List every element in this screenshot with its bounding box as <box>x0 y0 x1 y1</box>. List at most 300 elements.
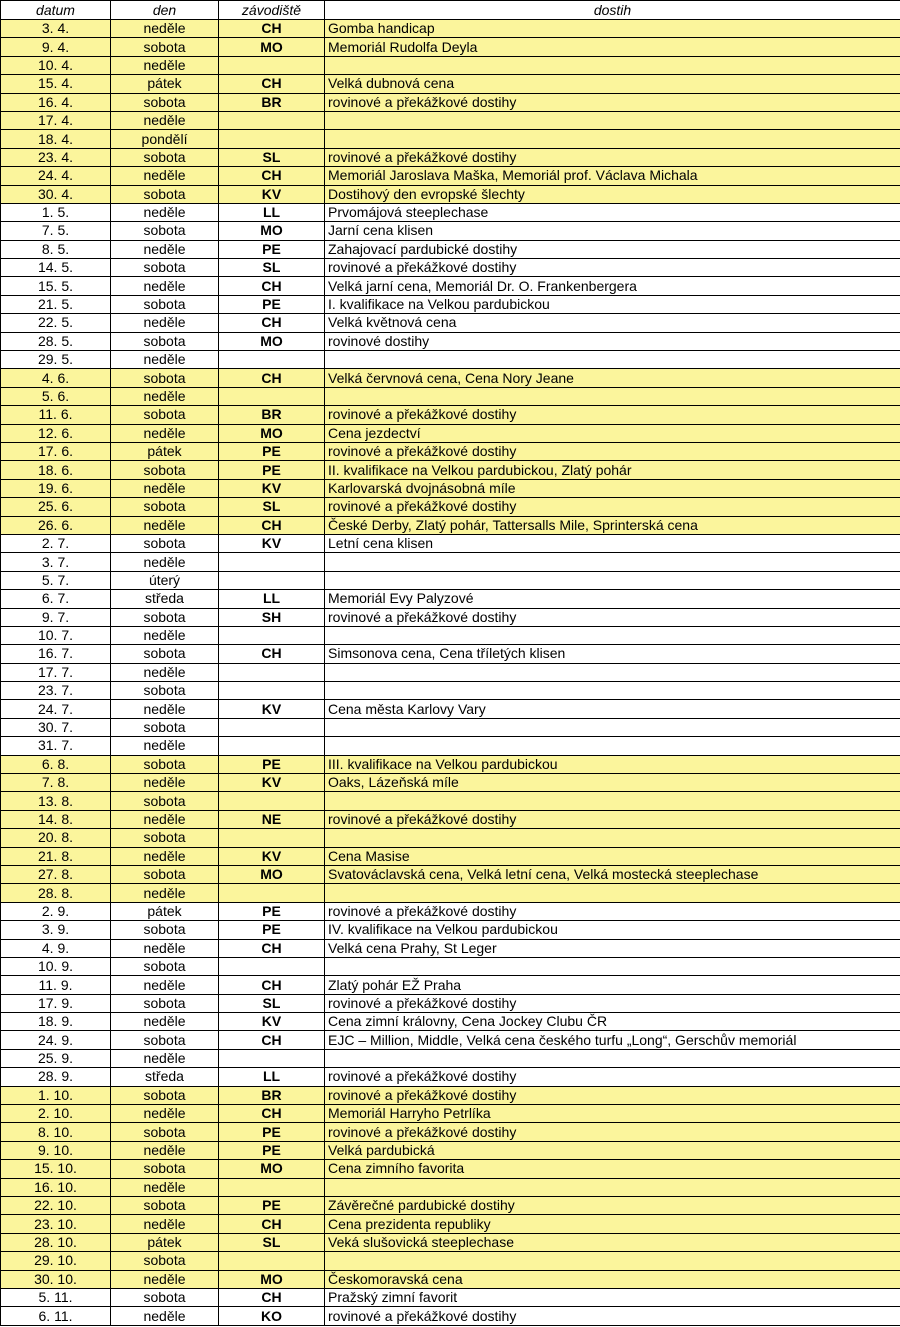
zavodiste-cell <box>219 351 325 369</box>
den-cell: sobota <box>111 1160 219 1178</box>
den-cell: sobota <box>111 38 219 56</box>
table-row <box>1 148 900 166</box>
zavodiste-cell <box>219 387 325 405</box>
table-row <box>1 994 900 1012</box>
table-row <box>1 902 900 920</box>
zavodiste-cell: PE <box>219 1123 325 1141</box>
den-cell: sobota <box>111 295 219 313</box>
datum-cell: 21. 8. <box>1 847 111 865</box>
zavodiste-cell: BR <box>219 406 325 424</box>
den-cell: pátek <box>111 902 219 920</box>
den-cell: sobota <box>111 498 219 516</box>
table-body <box>1 20 900 1326</box>
den-cell: neděle <box>111 810 219 828</box>
table-row <box>1 240 900 258</box>
datum-cell: 9. 10. <box>1 1141 111 1159</box>
datum-cell: 25. 9. <box>1 1049 111 1067</box>
table-row <box>1 626 900 644</box>
table-row <box>1 369 900 387</box>
den-cell: neděle <box>111 56 219 74</box>
zavodiste-cell: KO <box>219 1307 325 1325</box>
table-row <box>1 1086 900 1104</box>
dostih-cell: Velká květnová cena <box>325 314 900 332</box>
table-row <box>1 1233 900 1251</box>
zavodiste-cell: PE <box>219 295 325 313</box>
dostih-cell <box>325 571 900 589</box>
zavodiste-cell: MO <box>219 38 325 56</box>
dostih-cell <box>325 829 900 847</box>
zavodiste-cell: CH <box>219 314 325 332</box>
zavodiste-cell <box>219 626 325 644</box>
datum-cell: 23. 7. <box>1 682 111 700</box>
table-row <box>1 167 900 185</box>
den-cell: pátek <box>111 442 219 460</box>
datum-cell: 28. 5. <box>1 332 111 350</box>
den-cell: sobota <box>111 1123 219 1141</box>
dostih-cell: Gomba handicap <box>325 20 900 38</box>
dostih-cell: rovinové a překážkové dostihy <box>325 1307 900 1325</box>
dostih-cell: I. kvalifikace na Velkou pardubickou <box>325 295 900 313</box>
zavodiste-cell <box>219 111 325 129</box>
dostih-cell: rovinové a překážkové dostihy <box>325 608 900 626</box>
zavodiste-cell: BR <box>219 1086 325 1104</box>
dostih-cell: Velká dubnová cena <box>325 75 900 93</box>
table-row <box>1 75 900 93</box>
dostih-cell: Simsonova cena, Cena tříletých klisen <box>325 645 900 663</box>
table-row <box>1 1270 900 1288</box>
table-row <box>1 1049 900 1067</box>
table-row <box>1 774 900 792</box>
den-cell: sobota <box>111 755 219 773</box>
table-row <box>1 1288 900 1306</box>
zavodiste-cell: PE <box>219 755 325 773</box>
datum-cell: 15. 10. <box>1 1160 111 1178</box>
den-cell: sobota <box>111 608 219 626</box>
datum-cell: 5. 11. <box>1 1288 111 1306</box>
table-row <box>1 38 900 56</box>
header-row <box>1 1 900 20</box>
datum-cell: 11. 6. <box>1 406 111 424</box>
table-row <box>1 93 900 111</box>
table-row <box>1 1160 900 1178</box>
datum-cell: 3. 9. <box>1 921 111 939</box>
zavodiste-cell <box>219 829 325 847</box>
table-row <box>1 755 900 773</box>
table-row <box>1 1105 900 1123</box>
zavodiste-cell: KV <box>219 185 325 203</box>
dostih-cell <box>325 553 900 571</box>
datum-cell: 16. 10. <box>1 1178 111 1196</box>
zavodiste-cell: SL <box>219 1233 325 1251</box>
dostih-cell: rovinové a překážkové dostihy <box>325 442 900 460</box>
zavodiste-cell: LL <box>219 1068 325 1086</box>
table-row <box>1 20 900 38</box>
dostih-cell <box>325 737 900 755</box>
datum-cell: 9. 7. <box>1 608 111 626</box>
table-row <box>1 700 900 718</box>
header-den: den <box>111 1 219 20</box>
zavodiste-cell: CH <box>219 75 325 93</box>
den-cell: neděle <box>111 1178 219 1196</box>
zavodiste-cell: CH <box>219 1105 325 1123</box>
den-cell: neděle <box>111 351 219 369</box>
table-row <box>1 957 900 975</box>
zavodiste-cell: SL <box>219 148 325 166</box>
den-cell: neděle <box>111 167 219 185</box>
dostih-cell: rovinové a překážkové dostihy <box>325 1086 900 1104</box>
dostih-cell: Karlovarská dvojnásobná míle <box>325 479 900 497</box>
datum-cell: 28. 8. <box>1 884 111 902</box>
datum-cell: 20. 8. <box>1 829 111 847</box>
header-zavodiste: závodiště <box>219 1 325 20</box>
zavodiste-cell <box>219 1252 325 1270</box>
dostih-cell: IV. kvalifikace na Velkou pardubickou <box>325 921 900 939</box>
den-cell: sobota <box>111 1252 219 1270</box>
datum-cell: 6. 8. <box>1 755 111 773</box>
table-row <box>1 865 900 883</box>
table-row <box>1 737 900 755</box>
dostih-cell <box>325 387 900 405</box>
dostih-cell: Memoriál Rudolfa Deyla <box>325 38 900 56</box>
datum-cell: 5. 6. <box>1 387 111 405</box>
datum-cell: 16. 7. <box>1 645 111 663</box>
zavodiste-cell <box>219 718 325 736</box>
zavodiste-cell: KV <box>219 1013 325 1031</box>
datum-cell: 13. 8. <box>1 792 111 810</box>
dostih-cell <box>325 1049 900 1067</box>
zavodiste-cell: PE <box>219 461 325 479</box>
zavodiste-cell: CH <box>219 1031 325 1049</box>
zavodiste-cell: CH <box>219 369 325 387</box>
zavodiste-cell <box>219 737 325 755</box>
zavodiste-cell: CH <box>219 20 325 38</box>
zavodiste-cell: MO <box>219 424 325 442</box>
dostih-cell: rovinové a překážkové dostihy <box>325 406 900 424</box>
datum-cell: 10. 9. <box>1 957 111 975</box>
den-cell: neděle <box>111 1105 219 1123</box>
table-row <box>1 608 900 626</box>
datum-cell: 1. 5. <box>1 203 111 221</box>
dostih-cell: Cena zimní královny, Cena Jockey Clubu ČR <box>325 1013 900 1031</box>
table-row <box>1 884 900 902</box>
dostih-cell <box>325 626 900 644</box>
zavodiste-cell <box>219 792 325 810</box>
den-cell: sobota <box>111 93 219 111</box>
table-row <box>1 553 900 571</box>
den-cell: sobota <box>111 259 219 277</box>
den-cell: sobota <box>111 792 219 810</box>
den-cell: neděle <box>111 277 219 295</box>
datum-cell: 22. 10. <box>1 1197 111 1215</box>
den-cell: sobota <box>111 865 219 883</box>
datum-cell: 17. 4. <box>1 111 111 129</box>
dostih-cell <box>325 130 900 148</box>
zavodiste-cell: CH <box>219 645 325 663</box>
den-cell: neděle <box>111 1013 219 1031</box>
zavodiste-cell: MO <box>219 865 325 883</box>
table-row <box>1 976 900 994</box>
table-row <box>1 1178 900 1196</box>
datum-cell: 30. 10. <box>1 1270 111 1288</box>
table-row <box>1 185 900 203</box>
dostih-cell: Velká pardubická <box>325 1141 900 1159</box>
datum-cell: 6. 7. <box>1 590 111 608</box>
table-row <box>1 939 900 957</box>
table-row <box>1 351 900 369</box>
den-cell: neděle <box>111 479 219 497</box>
dostih-cell: Cena zimního favorita <box>325 1160 900 1178</box>
zavodiste-cell: SH <box>219 608 325 626</box>
table-row <box>1 1068 900 1086</box>
datum-cell: 8. 10. <box>1 1123 111 1141</box>
table-row <box>1 442 900 460</box>
dostih-cell: Cena jezdectví <box>325 424 900 442</box>
datum-cell: 14. 5. <box>1 259 111 277</box>
den-cell: úterý <box>111 571 219 589</box>
dostih-cell <box>325 718 900 736</box>
table-row <box>1 810 900 828</box>
datum-cell: 28. 9. <box>1 1068 111 1086</box>
den-cell: neděle <box>111 976 219 994</box>
datum-cell: 5. 7. <box>1 571 111 589</box>
den-cell: sobota <box>111 222 219 240</box>
table-row <box>1 590 900 608</box>
zavodiste-cell <box>219 663 325 681</box>
zavodiste-cell: CH <box>219 516 325 534</box>
zavodiste-cell: KV <box>219 847 325 865</box>
zavodiste-cell: PE <box>219 1197 325 1215</box>
den-cell: neděle <box>111 314 219 332</box>
table-row <box>1 1307 900 1325</box>
den-cell: sobota <box>111 829 219 847</box>
table-row <box>1 479 900 497</box>
zavodiste-cell: CH <box>219 939 325 957</box>
dostih-cell: Veká slušovická steeplechase <box>325 1233 900 1251</box>
table-row <box>1 424 900 442</box>
datum-cell: 4. 6. <box>1 369 111 387</box>
den-cell: sobota <box>111 1031 219 1049</box>
datum-cell: 10. 4. <box>1 56 111 74</box>
den-cell: sobota <box>111 148 219 166</box>
dostih-cell: Letní cena klisen <box>325 534 900 552</box>
dostih-cell: Oaks, Lázeňská míle <box>325 774 900 792</box>
dostih-cell <box>325 1252 900 1270</box>
datum-cell: 17. 6. <box>1 442 111 460</box>
table-row <box>1 277 900 295</box>
datum-cell: 19. 6. <box>1 479 111 497</box>
den-cell: sobota <box>111 369 219 387</box>
dostih-cell: rovinové a překážkové dostihy <box>325 810 900 828</box>
dostih-cell: Pražský zimní favorit <box>325 1288 900 1306</box>
den-cell: neděle <box>111 1270 219 1288</box>
datum-cell: 26. 6. <box>1 516 111 534</box>
dostih-cell: Cena prezidenta republiky <box>325 1215 900 1233</box>
zavodiste-cell: SL <box>219 498 325 516</box>
dostih-cell <box>325 884 900 902</box>
header-datum: datum <box>1 1 111 20</box>
table-row <box>1 663 900 681</box>
den-cell: neděle <box>111 111 219 129</box>
table-row <box>1 406 900 424</box>
datum-cell: 24. 4. <box>1 167 111 185</box>
zavodiste-cell <box>219 1178 325 1196</box>
table-row <box>1 645 900 663</box>
zavodiste-cell <box>219 957 325 975</box>
datum-cell: 18. 9. <box>1 1013 111 1031</box>
zavodiste-cell: PE <box>219 902 325 920</box>
den-cell: pátek <box>111 1233 219 1251</box>
den-cell: pátek <box>111 75 219 93</box>
zavodiste-cell: CH <box>219 1215 325 1233</box>
den-cell: neděle <box>111 626 219 644</box>
table-row <box>1 203 900 221</box>
table-row <box>1 498 900 516</box>
dostih-cell <box>325 792 900 810</box>
den-cell: neděle <box>111 939 219 957</box>
dostih-cell: Velká jarní cena, Memoriál Dr. O. Frankenbergera <box>325 277 900 295</box>
datum-cell: 18. 4. <box>1 130 111 148</box>
datum-cell: 30. 7. <box>1 718 111 736</box>
table-row <box>1 516 900 534</box>
dostih-cell: rovinové a překážkové dostihy <box>325 148 900 166</box>
table-row <box>1 1123 900 1141</box>
den-cell: sobota <box>111 332 219 350</box>
dostih-cell: rovinové a překážkové dostihy <box>325 93 900 111</box>
datum-cell: 12. 6. <box>1 424 111 442</box>
dostih-cell: Zahajovací pardubické dostihy <box>325 240 900 258</box>
dostih-cell <box>325 56 900 74</box>
zavodiste-cell: KV <box>219 774 325 792</box>
table-row <box>1 1215 900 1233</box>
dostih-cell: Prvomájová steeplechase <box>325 203 900 221</box>
dostih-cell: Dostihový den evropské šlechty <box>325 185 900 203</box>
table-row <box>1 1013 900 1031</box>
zavodiste-cell: MO <box>219 222 325 240</box>
zavodiste-cell: MO <box>219 1270 325 1288</box>
zavodiste-cell: LL <box>219 590 325 608</box>
den-cell: neděle <box>111 424 219 442</box>
den-cell: sobota <box>111 1086 219 1104</box>
datum-cell: 2. 10. <box>1 1105 111 1123</box>
dostih-cell: Velká červnová cena, Cena Nory Jeane <box>325 369 900 387</box>
dostih-cell: Memoriál Jaroslava Maška, Memoriál prof. Václava Michala <box>325 167 900 185</box>
table-row <box>1 682 900 700</box>
table-row <box>1 571 900 589</box>
zavodiste-cell <box>219 682 325 700</box>
datum-cell: 7. 8. <box>1 774 111 792</box>
header-dostih: dostih <box>325 1 900 20</box>
den-cell: sobota <box>111 682 219 700</box>
datum-cell: 15. 4. <box>1 75 111 93</box>
den-cell: neděle <box>111 1049 219 1067</box>
table-row <box>1 461 900 479</box>
zavodiste-cell: CH <box>219 1288 325 1306</box>
datum-cell: 16. 4. <box>1 93 111 111</box>
dostih-cell <box>325 663 900 681</box>
den-cell: středa <box>111 590 219 608</box>
table-row <box>1 56 900 74</box>
den-cell: neděle <box>111 1141 219 1159</box>
dostih-cell: III. kvalifikace na Velkou pardubickou <box>325 755 900 773</box>
zavodiste-cell: NE <box>219 810 325 828</box>
datum-cell: 31. 7. <box>1 737 111 755</box>
datum-cell: 24. 7. <box>1 700 111 718</box>
den-cell: neděle <box>111 20 219 38</box>
datum-cell: 14. 8. <box>1 810 111 828</box>
den-cell: sobota <box>111 957 219 975</box>
table-row <box>1 222 900 240</box>
zavodiste-cell: MO <box>219 1160 325 1178</box>
zavodiste-cell: CH <box>219 277 325 295</box>
den-cell: sobota <box>111 185 219 203</box>
datum-cell: 15. 5. <box>1 277 111 295</box>
zavodiste-cell: PE <box>219 240 325 258</box>
datum-cell: 22. 5. <box>1 314 111 332</box>
den-cell: neděle <box>111 884 219 902</box>
dostih-cell <box>325 957 900 975</box>
table-row <box>1 387 900 405</box>
table-row <box>1 332 900 350</box>
den-cell: neděle <box>111 774 219 792</box>
dostih-cell: rovinové dostihy <box>325 332 900 350</box>
den-cell: neděle <box>111 240 219 258</box>
den-cell: sobota <box>111 921 219 939</box>
table-row <box>1 259 900 277</box>
zavodiste-cell: KV <box>219 700 325 718</box>
datum-cell: 9. 4. <box>1 38 111 56</box>
zavodiste-cell: SL <box>219 259 325 277</box>
zavodiste-cell: BR <box>219 93 325 111</box>
dostih-cell: Cena Masise <box>325 847 900 865</box>
datum-cell: 4. 9. <box>1 939 111 957</box>
datum-cell: 17. 7. <box>1 663 111 681</box>
zavodiste-cell <box>219 1049 325 1067</box>
table-row <box>1 295 900 313</box>
zavodiste-cell: SL <box>219 994 325 1012</box>
dostih-cell: rovinové a překážkové dostihy <box>325 994 900 1012</box>
datum-cell: 27. 8. <box>1 865 111 883</box>
datum-cell: 30. 4. <box>1 185 111 203</box>
table-row <box>1 314 900 332</box>
dostih-cell: Memoriál Evy Palyzové <box>325 590 900 608</box>
datum-cell: 11. 9. <box>1 976 111 994</box>
zavodiste-cell <box>219 130 325 148</box>
table-row <box>1 534 900 552</box>
den-cell: sobota <box>111 461 219 479</box>
zavodiste-cell <box>219 56 325 74</box>
dostih-cell <box>325 682 900 700</box>
dostih-cell: II. kvalifikace na Velkou pardubickou, Zlatý pohár <box>325 461 900 479</box>
table-row <box>1 718 900 736</box>
table-row <box>1 792 900 810</box>
datum-cell: 23. 4. <box>1 148 111 166</box>
den-cell: sobota <box>111 1288 219 1306</box>
datum-cell: 28. 10. <box>1 1233 111 1251</box>
table-row <box>1 1197 900 1215</box>
dostih-cell: rovinové a překážkové dostihy <box>325 498 900 516</box>
table-header <box>1 1 900 20</box>
dostih-cell: Závěrečné pardubické dostihy <box>325 1197 900 1215</box>
datum-cell: 8. 5. <box>1 240 111 258</box>
den-cell: pondělí <box>111 130 219 148</box>
dostih-cell: rovinové a překážkové dostihy <box>325 1068 900 1086</box>
zavodiste-cell: MO <box>219 332 325 350</box>
zavodiste-cell: PE <box>219 442 325 460</box>
den-cell: středa <box>111 1068 219 1086</box>
dostih-cell: Českomoravská cena <box>325 1270 900 1288</box>
datum-cell: 2. 7. <box>1 534 111 552</box>
den-cell: neděle <box>111 516 219 534</box>
